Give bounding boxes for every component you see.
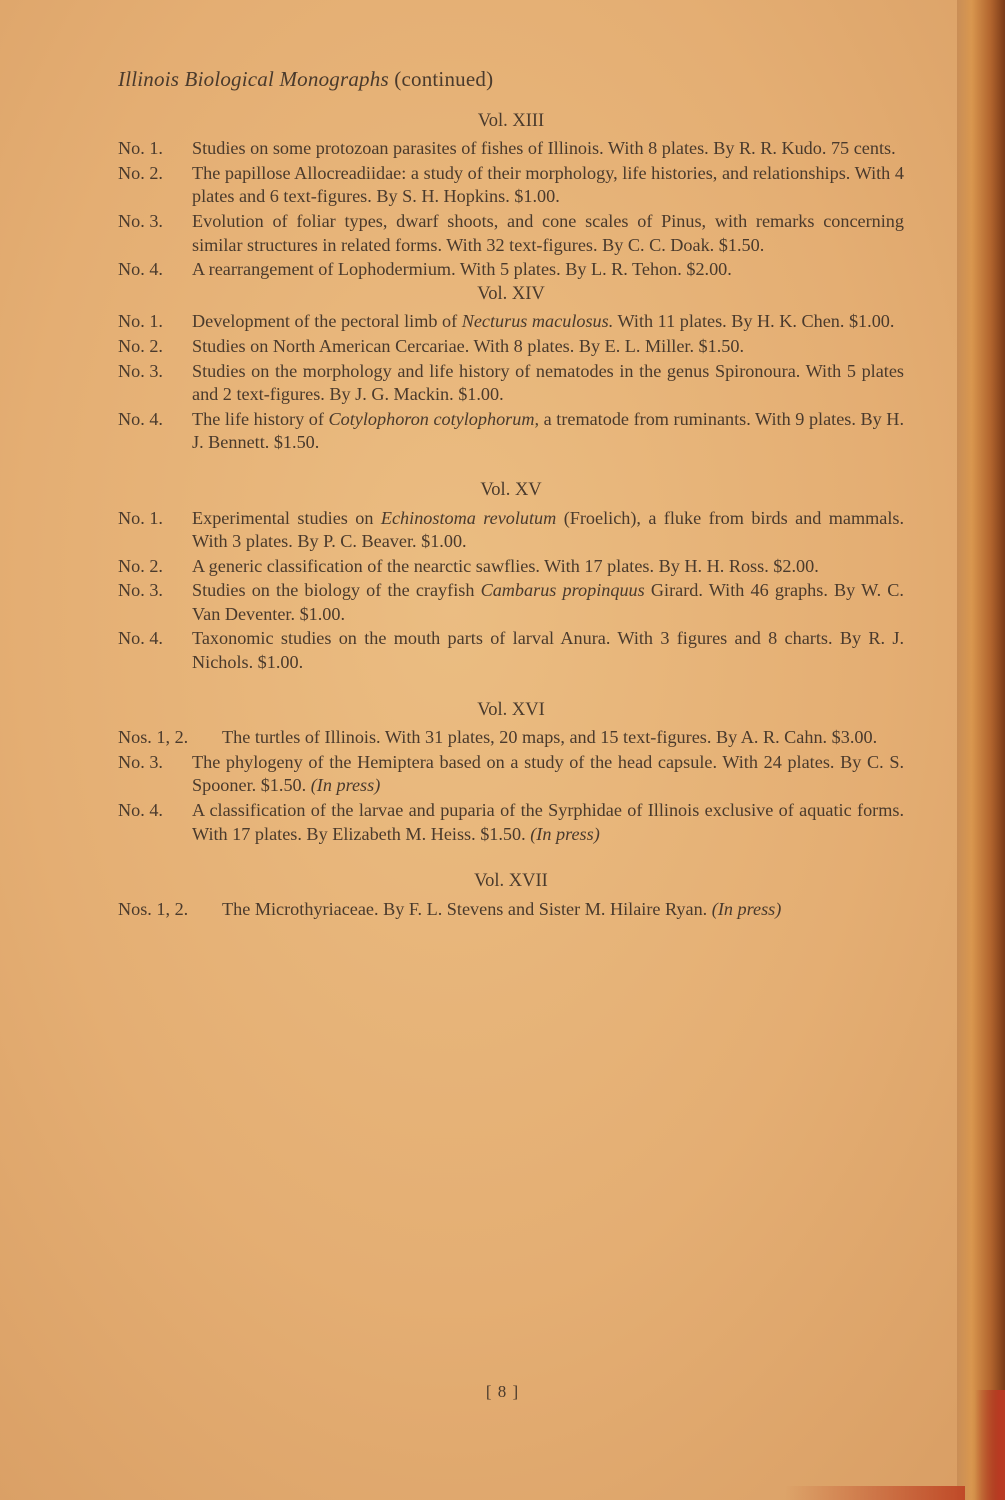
entry-text: The Microthyriaceae. By F. L. Stevens and Sister M. Hilaire Ryan. [222, 898, 712, 919]
entry-text: The turtles of Illinois. With 31 plates, 20 maps, and 15 text-figures. By A. R. Cahn. $3.00. [222, 727, 878, 748]
entry-text: Evolution of foliar types, dwarf shoots, and cone scales of Pinus, with remarks concerning similar structures in related forms. With 32 text-figures. By C. C. Doak. $1.50. [192, 210, 904, 255]
entry-number: No. 1. [118, 138, 163, 159]
monograph-entry [118, 310, 904, 334]
monograph-entry [118, 898, 904, 922]
page-content [118, 68, 904, 922]
volume-heading: Vol. XIV [477, 283, 545, 304]
entry-number: No. 4. [118, 408, 163, 429]
entry-italic-text: (In press) [711, 898, 782, 919]
entry-italic-text: Cotylophoron cotylophorum, [328, 408, 540, 429]
entry-text: Studies on the morphology and life history of nematodes in the genus Spironoura. With 5 plates and 2 text-figures. By J. G. Mackin. $1.00. [192, 360, 904, 405]
entry-text: Studies on North American Cercariae. With 8 plates. By E. L. Miller. $1.50. [192, 335, 745, 356]
entry-number: No. 1. [118, 311, 163, 332]
entry-text: (Froelich), a fluke from birds and mammals. With 3 plates. By P. C. Beaver. $1.00. [192, 507, 904, 552]
entry-text: The phylogeny of the Hemiptera based on a study of the head capsule. With 24 plates. By C. S. Spooner. $1.50. [192, 751, 904, 796]
monograph-entry [118, 162, 904, 209]
entry-number: No. 3. [118, 751, 163, 772]
entry-italic-text: Echinostoma revolutum [380, 507, 557, 528]
red-stain-mark [975, 1390, 1005, 1500]
entry-text: Taxonomic studies on the mouth parts of larval Anura. With 3 figures and 8 charts. By R. J. Nichols. $1.00. [192, 628, 904, 673]
entry-text: The papillose Allocreadiidae: a study of their morphology, life histories, and relationships. With 4 plates and 6 text-figures. By S. H. Hopkins. $1.00. [192, 162, 904, 207]
entry-number: No. 2. [118, 555, 163, 576]
entry-number: No. 2. [118, 335, 163, 356]
entry-italic-text: Necturus maculosus. [461, 311, 614, 332]
monograph-entry [118, 579, 904, 626]
entry-text: Development of the pectoral limb of [192, 311, 462, 332]
entry-italic-text: Cambarus propinquus [480, 580, 645, 601]
series-title: Illinois Biological Monographs [118, 67, 389, 91]
entry-number: No. 4. [118, 800, 163, 821]
entry-number: No. 4. [118, 259, 163, 280]
volume-list [118, 110, 904, 922]
entry-number: Nos. 1, 2. [118, 727, 189, 748]
entry-number: No. 4. [118, 628, 163, 649]
monograph-entry [118, 507, 904, 554]
running-header [118, 68, 904, 92]
entry-text: Experimental studies on [192, 507, 381, 528]
entry-text: The life history of [192, 408, 329, 429]
entry-italic-text: (In press) [310, 775, 381, 796]
entry-number: No. 1. [118, 507, 163, 528]
entry-text: Girard. With 46 graphs. By W. C. Van Deventer. $1.00. [192, 580, 904, 624]
monograph-entry [118, 555, 904, 579]
series-continued: (continued) [394, 67, 494, 91]
monograph-entry [118, 137, 904, 161]
monograph-entry [118, 799, 904, 846]
entry-number: No. 3. [118, 580, 163, 601]
monograph-entry [118, 210, 904, 257]
monograph-entry [118, 360, 904, 407]
entry-text: Studies on some protozoan parasites of fishes of Illinois. With 8 plates. By R. R. Kudo. 75 cents. [192, 138, 896, 159]
red-stain-bottom [785, 1486, 965, 1500]
entry-text: A rearrangement of Lophodermium. With 5 plates. By L. R. Tehon. $2.00. [192, 259, 732, 280]
monograph-entry [118, 408, 904, 455]
volume-heading: Vol. XVII [474, 871, 548, 892]
entry-number: No. 3. [118, 210, 163, 231]
volume-heading: Vol. XIII [477, 110, 545, 131]
entry-text: a trematode from ruminants. With 9 plates. By H. J. Bennett. $1.50. [192, 408, 904, 453]
monograph-entry [118, 258, 904, 282]
book-spine-edge [957, 0, 1005, 1500]
monograph-entry [118, 335, 904, 359]
monograph-entry [118, 751, 904, 798]
page-number: [ 8 ] [485, 1382, 520, 1401]
entry-italic-text: (In press) [530, 823, 600, 844]
entry-text: With 11 plates. By H. K. Chen. $1.00. [613, 311, 895, 332]
entry-number: Nos. 1, 2. [118, 898, 189, 919]
entry-number: No. 2. [118, 162, 163, 183]
volume-heading: Vol. XV [480, 479, 542, 500]
monograph-entry [118, 627, 904, 674]
monograph-entry [118, 726, 904, 750]
entry-text: Studies on the biology of the crayfish [192, 580, 481, 601]
entry-text: A classification of the larvae and puparia of the Syrphidae of Illinois exclusive of aquatic forms. With 17 plates. By Elizabeth M. Heiss. $1.50. [192, 800, 904, 844]
entry-text: A generic classification of the nearctic sawflies. With 17 plates. By H. H. Ross. $2.00. [192, 555, 819, 576]
volume-heading: Vol. XVI [477, 699, 545, 720]
entry-number: No. 3. [118, 360, 163, 381]
